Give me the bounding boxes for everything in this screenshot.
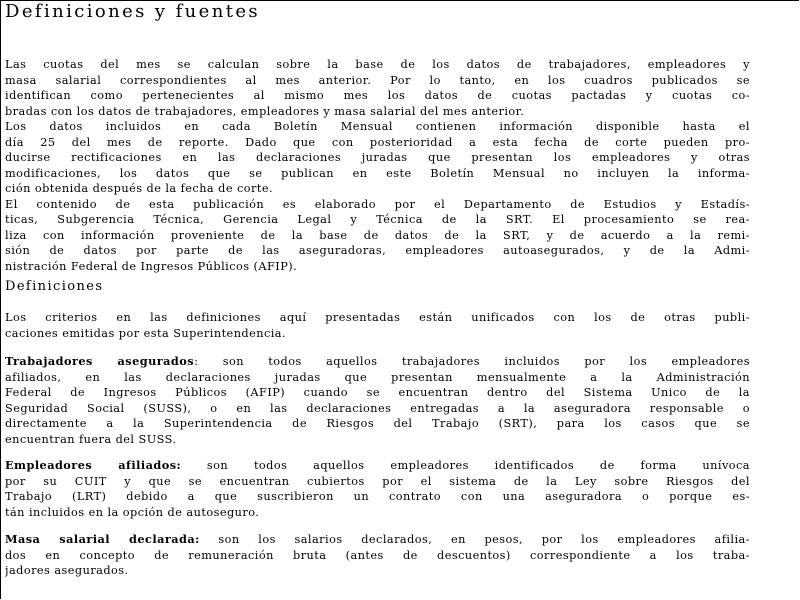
text-line: modificaciones, los datos que se publican en este Boletín Mensual no incluyen la informa- xyxy=(5,166,750,180)
text-line: Federal de Ingresos Públicos (AFIP) cuando se encuentran dentro del Sistema Unico de la xyxy=(5,386,750,399)
definition-first-line xyxy=(5,354,750,370)
text-line: El contenido de esta publicación es elaborado por el Departamento de Estudios y Estadís- xyxy=(5,197,750,211)
text-line: ticas, Subgerencia Técnica, Gerencia Legal y Técnica de la SRT. El procesamiento se rea- xyxy=(5,213,750,226)
text-line: directamente a la Superintendencia de Riesgos del Trabajo (SRT), para los casos que se xyxy=(5,417,750,430)
definition-term: Masa salarial declarada: xyxy=(5,532,200,546)
definition-masa-salarial xyxy=(5,532,750,579)
text-line: sión de datos por parte de las aseguradoras, empleadores autoasegurados, y de la Admi- xyxy=(5,244,750,257)
intro-paragraph xyxy=(5,57,750,274)
text-line: ducirse rectificaciones en las declaraciones juradas que presentan los empleadores y otras xyxy=(5,151,750,164)
text-line: ción obtenida después de la fecha de corte. xyxy=(5,182,274,195)
text-line: Los datos incluidos en cada Boletín Mensual contienen información disponible hasta el xyxy=(5,120,750,133)
definitions-heading: Definiciones xyxy=(5,279,104,294)
text-line: Seguridad Social (SUSS), o en las declaraciones entregadas a la aseguradora responsable o xyxy=(5,401,750,415)
definition-empleadores-afiliados xyxy=(5,458,750,520)
text-line: nistración Federal de Ingresos Públicos (AFIP). xyxy=(5,259,298,273)
text-line: Los criterios en las definiciones aquí presentadas están unificados con los de otras publi- xyxy=(5,311,750,324)
criteria-paragraph xyxy=(5,310,750,341)
definition-text: son los salarios declarados, en pesos, por los empleadores afilia- xyxy=(199,533,750,546)
definition-term: Trabajadores asegurados xyxy=(5,354,195,368)
text-line: tán incluidos en la opción de autoseguro. xyxy=(5,505,260,519)
definition-trabajadores-asegurados xyxy=(5,354,750,447)
text-line: masa salarial correspondientes al mes anterior. Por lo tanto, en los cuadros publicados se xyxy=(5,73,750,87)
definition-first-line xyxy=(5,532,750,548)
text-line: bradas con los datos de trabajadores, empleadores y masa salarial del mes anterior. xyxy=(5,104,525,118)
text-line: jadores asegurados. xyxy=(5,564,129,577)
text-line: identifican como pertenecientes al mismo mes los datos de cuotas pactadas y cuotas co- xyxy=(5,89,750,102)
text-line: por su CUIT y que se encuentran cubiertos por el sistema de la Ley sobre Riesgos del xyxy=(5,474,750,488)
page-title: Definiciones y fuentes xyxy=(5,1,261,22)
definition-text: : son todos aquellos trabajadores incluidos por los empleadores xyxy=(194,355,750,368)
definition-text: son todos aquellos empleadores identificados de forma unívoca xyxy=(181,459,750,472)
text-line: Las cuotas del mes se calculan sobre la base de los datos de trabajadores, empleadores y xyxy=(5,58,750,71)
text-line: día 25 del mes de reporte. Dado que con posterioridad a esta fecha de corte pueden pro- xyxy=(5,135,750,149)
text-line: Trabajo (LRT) debido a que suscribieron un contrato con una aseguradora o porque es- xyxy=(5,490,750,503)
text-line: afiliados, en las declaraciones juradas que presentan mensualmente a la Administración xyxy=(5,370,750,384)
definition-term: Empleadores afiliados: xyxy=(5,458,182,472)
text-line: liza con información proveniente de la base de datos de la SRT, y de acuerdo a la remi- xyxy=(5,228,750,242)
text-line: encuentran fuera del SUSS. xyxy=(5,432,177,446)
definitions-heading-block xyxy=(5,279,750,295)
definition-first-line xyxy=(5,458,750,474)
text-line: caciones emitidas por esta Superintendencia. xyxy=(5,326,287,340)
text-line: dos en concepto de remuneración bruta (antes de descuentos) correspondiente a los traba- xyxy=(5,548,750,562)
